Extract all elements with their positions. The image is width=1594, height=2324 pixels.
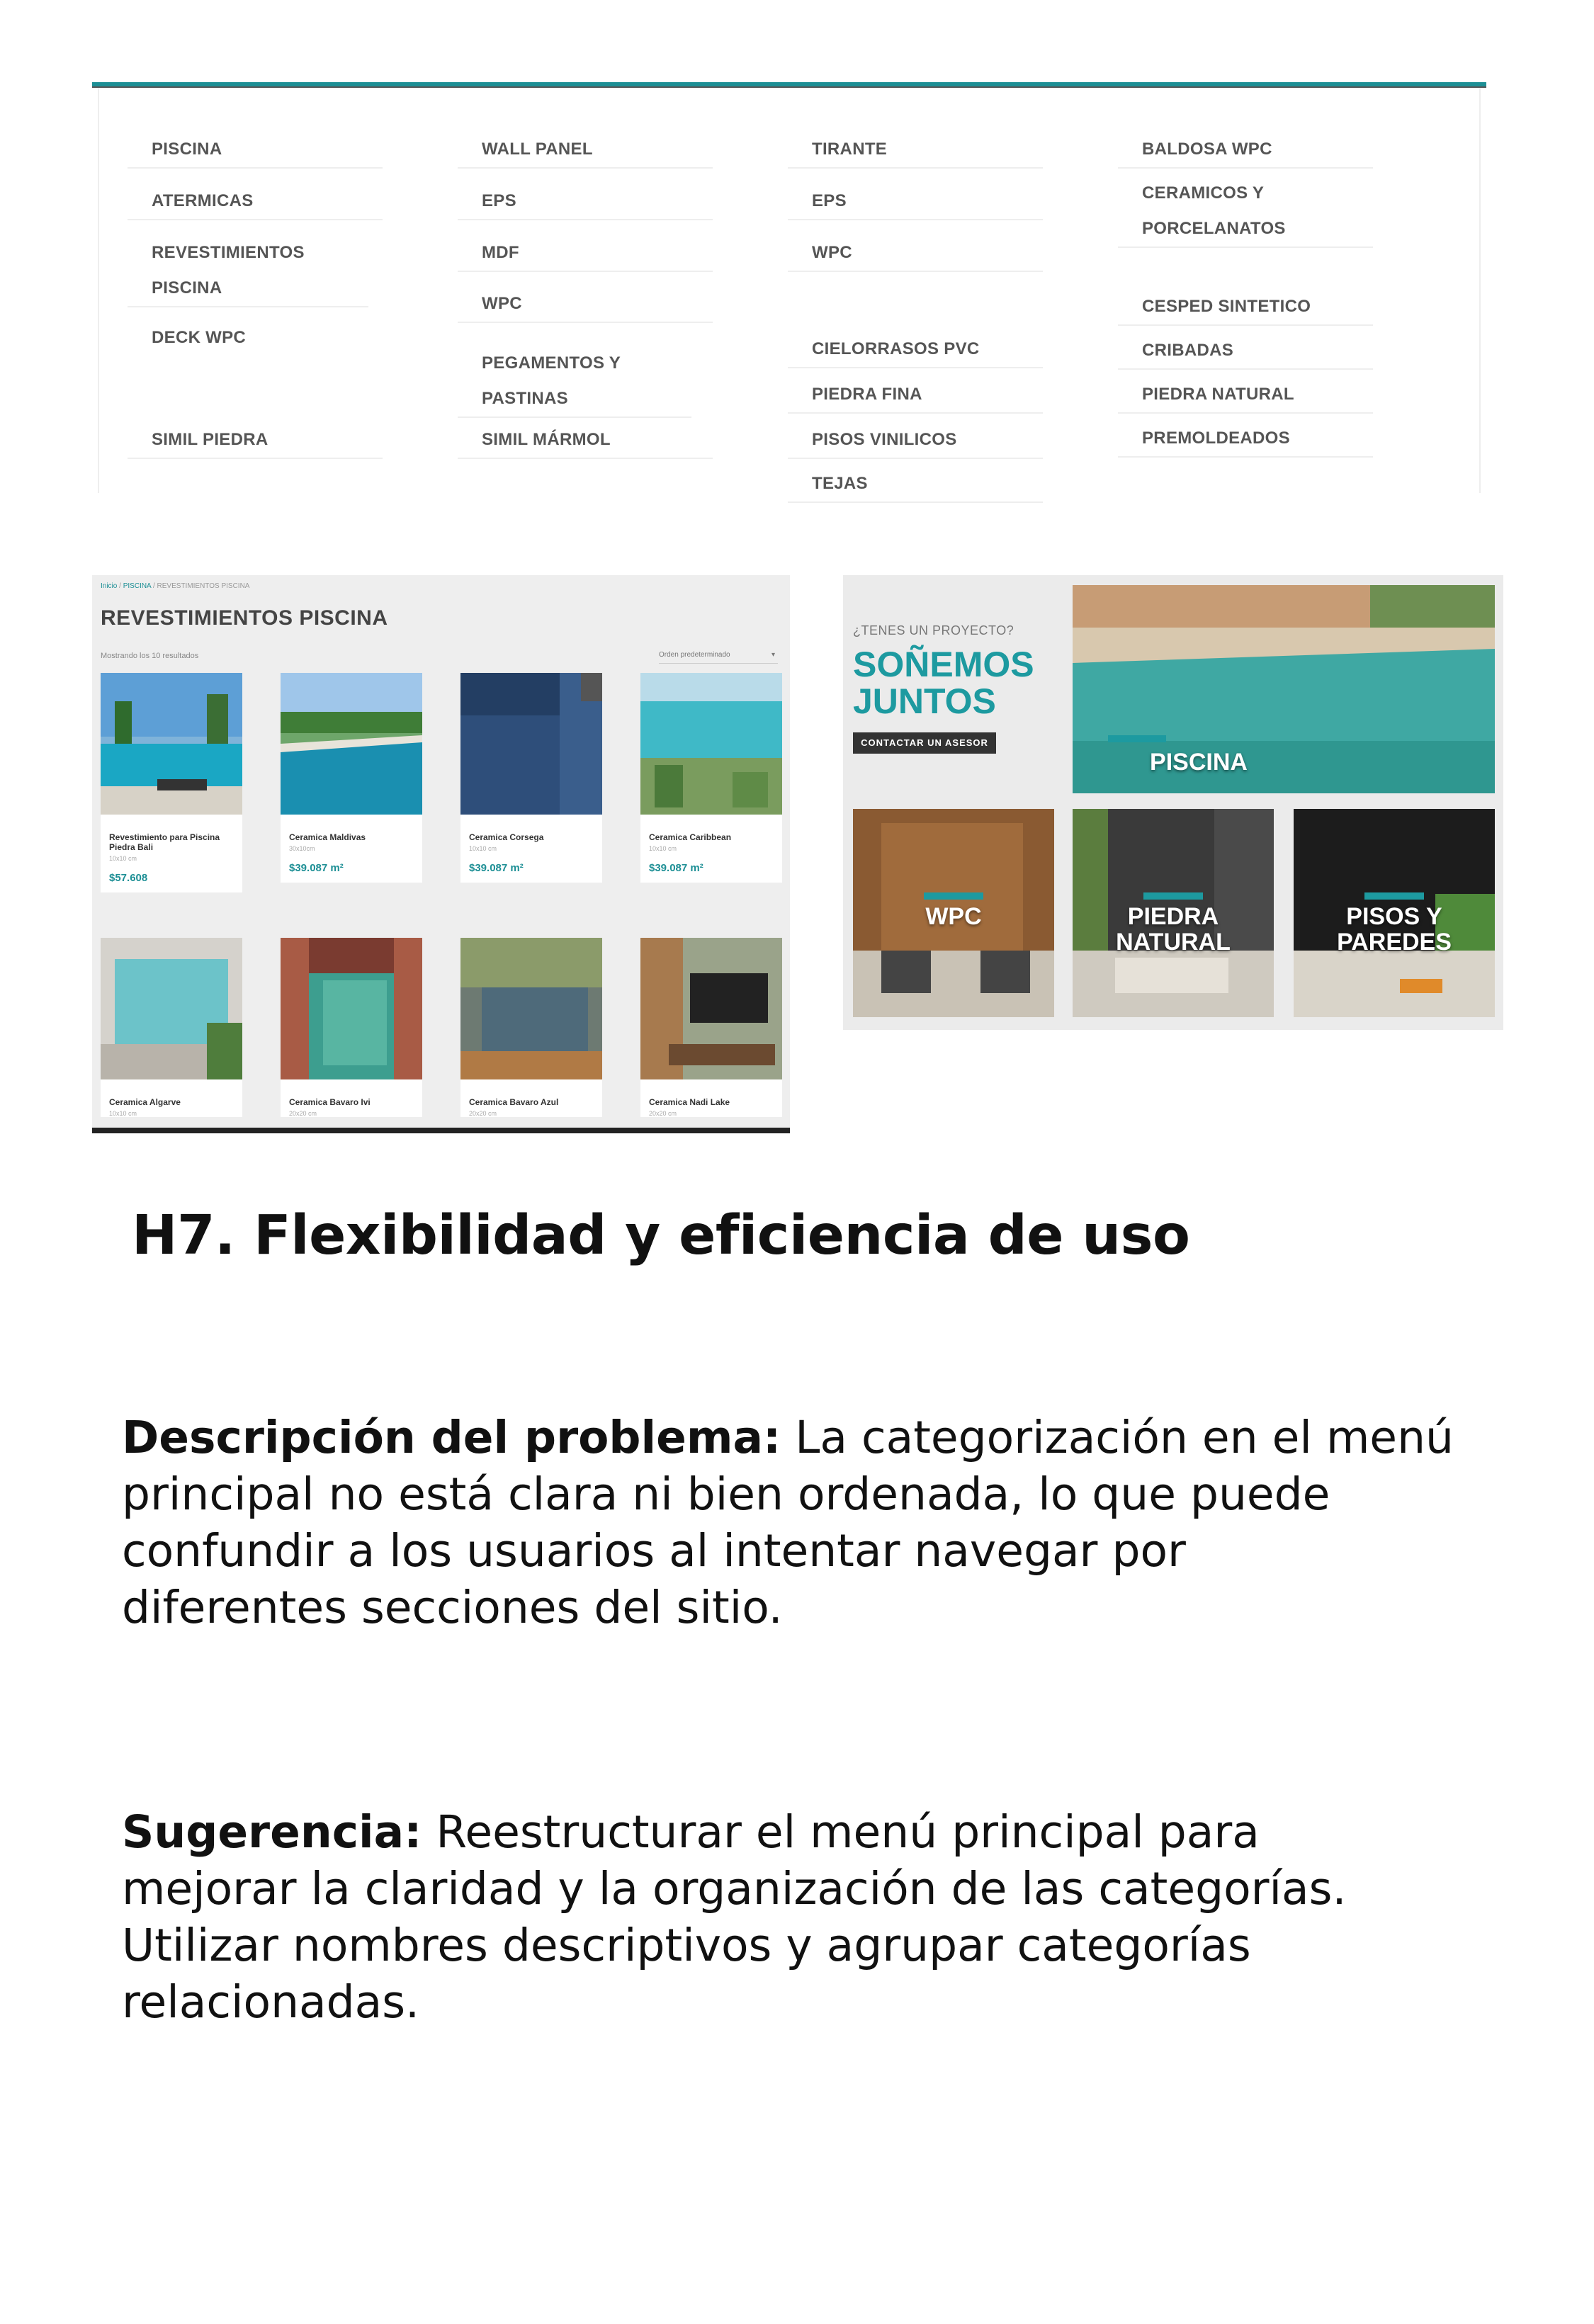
menu-item[interactable]: PIEDRA FINA xyxy=(788,377,1043,414)
product-name[interactable]: Ceramica Bavaro Ivi xyxy=(289,1097,371,1107)
menu-item[interactable]: BALDOSA WPC xyxy=(1118,132,1373,169)
menu-item[interactable]: TIRANTE xyxy=(788,132,1043,169)
menu-item[interactable]: PREMOLDEADOS xyxy=(1118,421,1373,458)
product-card[interactable] xyxy=(460,673,602,883)
mega-menu-panel xyxy=(98,88,1481,493)
product-image[interactable] xyxy=(640,938,782,1079)
banner-title-line: SOÑEMOS xyxy=(853,645,1034,684)
menu-item[interactable]: TEJAS xyxy=(788,466,1043,503)
product-size: 10x10 cm xyxy=(109,855,137,862)
suggestion-label: Sugerencia: xyxy=(122,1806,422,1858)
menu-item[interactable]: PISOS VINILICOS xyxy=(788,422,1043,459)
menu-item[interactable]: WPC xyxy=(788,235,1043,272)
category-page-screenshot xyxy=(92,575,790,1133)
menu-item[interactable]: DECK WPC xyxy=(152,328,247,347)
menu-item[interactable]: MDF xyxy=(458,235,713,272)
menu-item[interactable]: EPS xyxy=(788,183,1043,220)
product-card[interactable] xyxy=(101,673,242,892)
menu-item[interactable]: WPC xyxy=(458,286,713,323)
product-size: 10x10 cm xyxy=(649,845,677,852)
product-size: 20x20 cm xyxy=(649,1110,677,1117)
product-image[interactable] xyxy=(281,938,422,1079)
problem-line: diferentes secciones del sitio. xyxy=(122,1582,783,1633)
menu-item[interactable]: PIEDRA NATURAL xyxy=(1118,377,1373,414)
product-size: 10x10 cm xyxy=(469,845,497,852)
suggestion-line: Utilizar nombres descriptivos y agrupar categorías xyxy=(122,1920,1251,1971)
problem-line: principal no está clara ni bien ordenada, lo que puede xyxy=(122,1468,1330,1520)
product-price: $57.608 xyxy=(109,872,148,884)
tile-pisos-paredes[interactable] xyxy=(1294,809,1495,1017)
banner-title xyxy=(853,646,1034,720)
menu-item[interactable]: PEGAMENTOS Y PASTINAS xyxy=(458,346,691,418)
tile-accent-bar xyxy=(1364,892,1424,900)
tile-piscina[interactable] xyxy=(1073,585,1495,793)
product-image[interactable] xyxy=(101,673,242,815)
result-count: Mostrando los 10 resultados xyxy=(101,652,199,660)
tile-label: PAREDES xyxy=(1337,929,1452,956)
product-card[interactable] xyxy=(640,938,782,1117)
breadcrumb-separator: / xyxy=(152,582,155,590)
problem-description xyxy=(122,1410,1510,1636)
problem-text: La categorización en el menú xyxy=(781,1412,1454,1463)
product-size: 10x10 cm xyxy=(109,1110,137,1117)
banner-title-line: JUNTOS xyxy=(853,681,996,721)
product-image[interactable] xyxy=(460,938,602,1079)
product-name[interactable]: Ceramica Maldivas xyxy=(289,832,366,842)
product-image[interactable] xyxy=(640,673,782,815)
product-card[interactable] xyxy=(460,938,602,1117)
section-heading: H7. Flexibilidad y eficiencia de uso xyxy=(132,1204,1190,1267)
product-size: 30x10cm xyxy=(289,845,315,852)
product-price: $39.087 m² xyxy=(469,862,524,874)
menu-item[interactable]: CESPED SINTETICO xyxy=(1118,289,1373,326)
banner-pretitle: ¿TENES UN PROYECTO? xyxy=(853,623,1014,637)
product-card[interactable] xyxy=(640,673,782,883)
problem-line xyxy=(122,1410,1510,1466)
suggestion-line: mejorar la claridad y la organización de las categorías. xyxy=(122,1863,1347,1915)
product-image[interactable] xyxy=(281,673,422,815)
tile-label: PISCINA xyxy=(1150,749,1248,776)
home-banner-screenshot xyxy=(843,575,1503,1030)
product-name[interactable]: Ceramica Bavaro Azul xyxy=(469,1097,559,1107)
mega-menu-screenshot xyxy=(92,82,1486,493)
menu-item[interactable]: EPS xyxy=(458,183,713,220)
sort-select[interactable]: Orden predeterminado ▾ xyxy=(659,647,778,664)
breadcrumb-current: REVESTIMIENTOS PISCINA xyxy=(157,582,250,590)
suggestion-line xyxy=(122,1804,1510,1861)
problem-line: confundir a los usuarios al intentar navegar por xyxy=(122,1525,1186,1577)
suggestion-line: relacionadas. xyxy=(122,1976,420,2028)
product-card[interactable] xyxy=(101,938,242,1117)
breadcrumb-home[interactable]: Inicio xyxy=(101,582,118,590)
product-name[interactable]: Ceramica Caribbean xyxy=(649,832,732,842)
tile-label: NATURAL xyxy=(1116,929,1231,956)
category-title: REVESTIMIENTOS PISCINA xyxy=(101,606,388,630)
menu-item[interactable]: WALL PANEL xyxy=(458,132,713,169)
menu-item[interactable]: CERAMICOS Y PORCELANATOS xyxy=(1118,176,1373,248)
product-card[interactable] xyxy=(281,938,422,1117)
product-size: 20x20 cm xyxy=(469,1110,497,1117)
tile-label: PIEDRA xyxy=(1127,903,1219,930)
tile-label: WPC xyxy=(925,903,982,930)
suggestion-text: Reestructurar el menú principal para xyxy=(422,1806,1260,1858)
breadcrumb-separator: / xyxy=(119,582,121,590)
tile-label: PISOS Y xyxy=(1346,903,1442,930)
product-image[interactable] xyxy=(460,673,602,815)
menu-top-border xyxy=(92,82,1486,86)
product-name[interactable]: Ceramica Corsega xyxy=(469,832,544,842)
product-size: 20x20 cm xyxy=(289,1110,317,1117)
product-card[interactable] xyxy=(281,673,422,883)
menu-item[interactable]: CRIBADAS xyxy=(1118,333,1373,370)
product-image[interactable] xyxy=(101,938,242,1079)
menu-item[interactable]: SIMIL PIEDRA xyxy=(128,422,383,459)
product-price: $39.087 m² xyxy=(649,862,703,874)
menu-item[interactable]: PISCINA xyxy=(128,132,383,169)
breadcrumb xyxy=(101,582,249,590)
tile-wpc[interactable] xyxy=(853,809,1054,1017)
menu-item[interactable]: CIELORRASOS PVC xyxy=(788,331,1043,368)
menu-item[interactable]: ATERMICAS xyxy=(128,183,383,220)
menu-item[interactable]: REVESTIMIENTOS PISCINA xyxy=(128,235,368,307)
tile-accent-bar xyxy=(1108,735,1166,742)
product-name[interactable]: Ceramica Nadi Lake xyxy=(649,1097,730,1107)
product-name[interactable]: Revestimiento para Piscina Piedra Bali xyxy=(109,832,220,852)
tile-accent-bar xyxy=(924,892,983,900)
suggestion xyxy=(122,1804,1510,2031)
menu-item[interactable]: SIMIL MÁRMOL xyxy=(458,422,713,459)
tile-accent-bar xyxy=(1143,892,1203,900)
breadcrumb-parent[interactable]: PISCINA xyxy=(123,582,152,590)
product-name[interactable]: Ceramica Algarve xyxy=(109,1097,181,1107)
contact-advisor-button[interactable]: CONTACTAR UN ASESOR xyxy=(853,732,996,754)
tile-piedra-natural[interactable] xyxy=(1073,809,1274,1017)
product-price: $39.087 m² xyxy=(289,862,344,874)
problem-label: Descripción del problema: xyxy=(122,1412,781,1463)
page-bottom-border xyxy=(92,1128,790,1133)
